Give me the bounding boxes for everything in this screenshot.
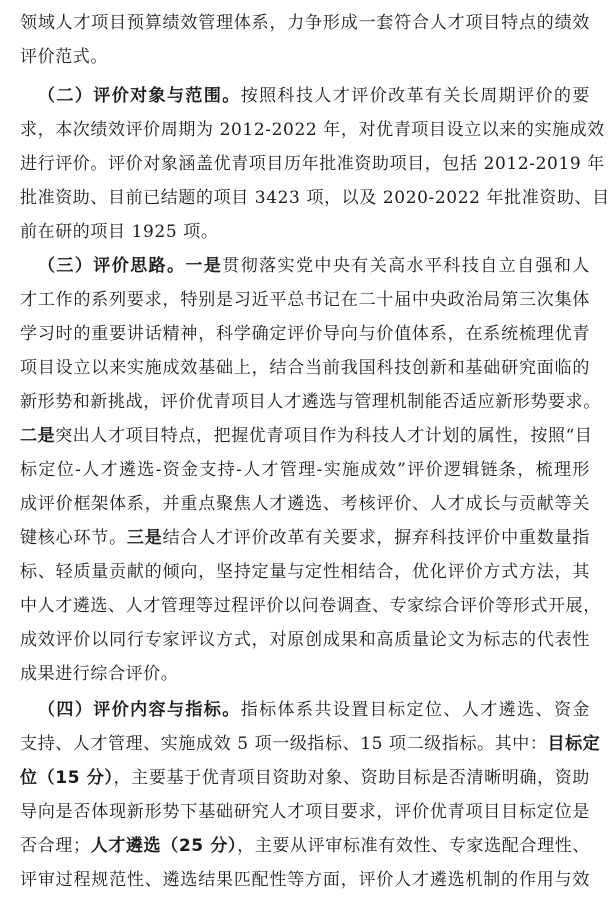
emphasis-run: 一是: [185, 256, 223, 276]
text-run: 项目设立以来实施成效基础上，结合当前我国科技创新和基础研究面临的: [20, 358, 590, 378]
text-run: 贯彻落实党中央有关高水平科技自立自强和人: [222, 256, 590, 276]
text-line: [20, 761, 590, 795]
text-run: 学习时的重要讲话精神，科学确定评价导向与价值体系，在系统梳理优青: [20, 324, 590, 344]
section-heading: （二）评价对象与范围。: [38, 86, 241, 106]
text-run: 评价范式。: [20, 47, 108, 67]
text-line: [20, 283, 590, 317]
text-line: [20, 829, 590, 863]
text-line: [20, 487, 590, 521]
section-heading-line: [38, 79, 590, 113]
emphasis-run: 三是: [126, 528, 163, 548]
text-run: 标、轻质量贡献的倾向，坚持定量与定性相结合，优化评价方式方法，其: [20, 562, 590, 582]
section-heading: （三）评价思路。: [38, 256, 186, 276]
emphasis-run: 二是: [20, 426, 56, 446]
text-run: 支持、人才管理、实施成效 5 项一级指标、15 项二级指标。其中：: [20, 734, 548, 754]
text-line: [20, 113, 605, 147]
text-run: 指标体系共设置目标定位、人才遴选、资金: [240, 700, 590, 720]
text-line: [20, 385, 601, 419]
text-run: 才工作的系列要求，特别是习近平总书记在二十届中央政治局第三次集体: [20, 290, 590, 310]
text-line: [20, 727, 601, 761]
text-line: [20, 657, 590, 691]
text-line: [20, 351, 590, 385]
text-line: [20, 521, 590, 555]
text-line: [20, 419, 593, 453]
text-line: [20, 795, 590, 829]
text-run: 突出人才项目特点，把握优青项目作为科技人才计划的属性，按照“目: [55, 426, 593, 446]
text-run: 否合理；: [20, 836, 91, 856]
section-heading-line: [38, 249, 590, 283]
text-line: [20, 181, 610, 215]
text-run: 评审过程规范性、遴选结果匹配性等方面，评价人才遴选机制的作用与效: [20, 870, 590, 890]
text-run: ，主要基于优青项目资助对象、资助目标是否清晰明确，资助: [113, 768, 591, 788]
text-line: [20, 555, 590, 589]
text-line: [20, 317, 590, 351]
text-line: [20, 453, 590, 487]
text-line: [20, 623, 590, 657]
text-run: 成果进行综合评价。: [20, 664, 179, 684]
text-line: [20, 589, 601, 623]
text-run: 成评价框架体系，并重点聚焦人才遴选、考核评价、人才成长与贡献等关: [20, 494, 590, 514]
text-run: 批准资助、目前已结题的项目 3423 项，以及 2020-2022 年批准资助、目: [20, 188, 610, 208]
text-line: [20, 6, 590, 40]
text-run: 按照科技人才评价改革有关长周期评价的要: [240, 86, 590, 106]
text-line: [20, 40, 590, 74]
text-run: 导向是否体现新形势下基础研究人才项目要求，评价优青项目目标定位是: [20, 802, 590, 822]
text-run: 求，本次绩效评价周期为 2012-2022 年，对优青项目设立以来的实施成效: [20, 120, 605, 140]
text-run: 结合人才评价改革有关要求，摒弃科技评价中重数量指: [162, 528, 590, 548]
text-run: 进行评价。评价对象涵盖优青项目历年批准资助项目，包括 2012-2019 年: [20, 154, 605, 174]
emphasis-run: 位（15 分）: [20, 768, 114, 788]
text-run: ，主要从评审标准有效性、专家选配合理性、: [237, 836, 590, 856]
emphasis-run: 人才遴选（25 分）: [90, 836, 238, 856]
text-line: [20, 215, 590, 249]
text-run: 新形势和新挑战，评价优青项目人才遴选与管理机制能否适应新形势要求。: [20, 392, 601, 412]
text-line: [20, 147, 605, 181]
text-run: 成效评价以同行专家评议方式，对原创成果和高质量论文为标志的代表性: [20, 630, 590, 650]
text-run: 前在研的项目 1925 项。: [20, 222, 219, 242]
text-run: 领域人才项目预算绩效管理体系，力争形成一套符合人才项目特点的绩效: [20, 13, 590, 33]
text-run: 标定位-人才遴选-资金支持-人才管理-实施成效”评价逻辑链条，梳理形: [20, 460, 590, 480]
section-heading: （四）评价内容与指标。: [38, 700, 241, 720]
emphasis-run: 目标定: [547, 734, 601, 754]
text-line: [20, 863, 590, 897]
section-heading-line: [38, 693, 590, 727]
text-run: 键核心环节。: [20, 528, 127, 548]
text-run: 中人才遴选、人才管理等过程评价以问卷调查、专家综合评价等形式开展，: [20, 596, 601, 616]
